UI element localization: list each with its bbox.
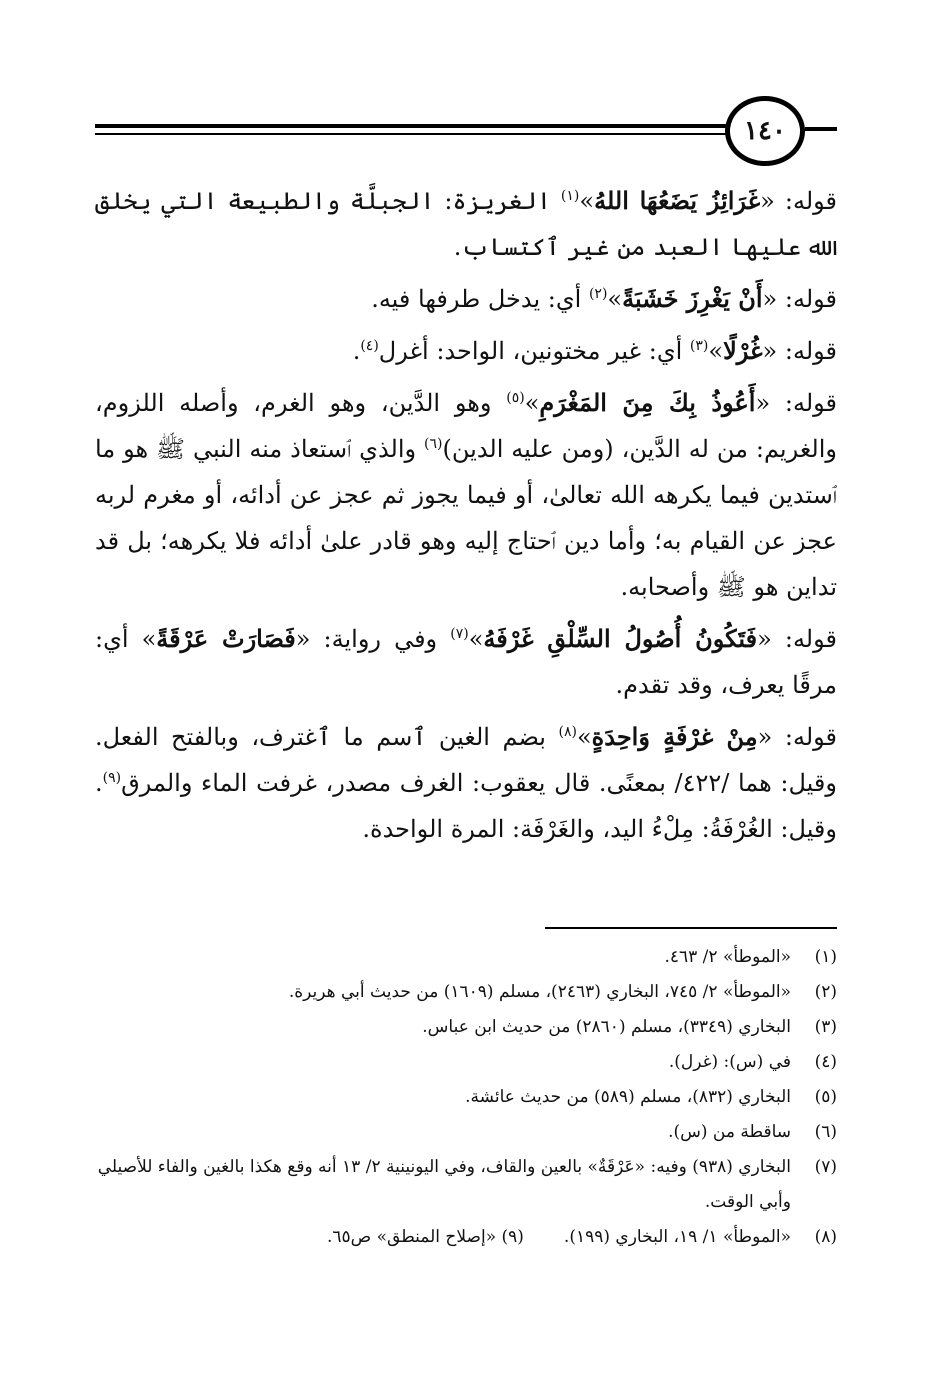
hadith-term: غُرْلًا [723,336,763,365]
quote-close: » [524,389,540,417]
footnote-number: (٤) [814,1052,837,1072]
paragraph [95,276,837,322]
footnote [95,1115,837,1150]
footnote-text: «الموطأ» ٢/ ٧٤٥، البخاري (٢٤٦٣)، مسلم (١٦٠٩) من حديث أبي هريرة. [288,982,791,1002]
hadith-term: فَتَكُونُ أُصُولُ السِّلْقِ غَرْفَهُ [483,624,758,653]
quote-close: » [576,723,592,751]
page-number-text: ١٤٠ [744,116,786,146]
footnote-text-part: «إصلاح المنطق» ص٦٥. [327,1227,497,1247]
footnote-text: البخاري (٨٣٢)، مسلم (٥٨٩) من حديث عائشة. [465,1087,791,1107]
page-number [725,96,805,166]
paragraph-lead: قوله: « [757,625,837,653]
footnote-text [95,1220,791,1255]
footnote-text: في (س): (غرل). [668,1052,791,1072]
paragraph-lead: قوله: « [760,187,837,215]
footnotes [95,940,837,1255]
quote-close: » [607,285,623,313]
paragraph-text: بضم الغين ٱسم ما ٱغترف، وبالفتح الفعل. وقيل: هما /٤٢٢/ بمعنًى. قال يعقوب: الغرف مصدر، غرفت الماء والمرق [95,723,837,797]
footnote-text: ساقطة من (س). [668,1122,791,1142]
footnote [95,975,837,1010]
footnote-number: (٦) [814,1122,837,1142]
paragraph [95,380,837,610]
hadith-term: غَرَائِزُ يَضَعُهَا اللهُ [594,186,761,215]
paragraph-text: » أي: مرقًا يعرف، وقد تقدم. [95,625,837,699]
paragraph-text: وفي رواية: « [295,625,451,653]
footnote-text: «الموطأ» ٢/ ٤٦٣. [664,947,791,967]
paragraph-lead: قوله: « [755,389,837,417]
hadith-term: أَنْ يَغْرِزَ خَشَبَةً [622,284,763,313]
hadith-term: مِنْ غرْفَةٍ وَاحِدَةٍ [591,722,758,751]
header-rule-thin [95,133,731,135]
footnote-number: (٥) [814,1087,837,1107]
footnote [95,940,837,975]
paragraph-lead: قوله: « [762,337,837,365]
paragraph [95,178,837,270]
footnote-text: البخاري (٩٣٨) وفيه: «عَرْقَةٌ» بالعين والقاف، وفي اليونينية ٢/ ١٣ أنه وقع هكذا بالغين والفاء للأصيلي وأبي الوقت. [97,1157,791,1212]
header-rule-right [805,127,837,131]
footnote-ref: (٤) [360,338,379,354]
footnote-ref: (٦) [424,436,443,452]
paragraph-lead: قوله: « [757,723,837,751]
paragraph-text: وهو الدَّين، وهو الغرم، وأصله اللزوم، والغريم: من له الدَّين، (ومن عليه الدين) [95,389,837,463]
footnote-separator [545,927,837,929]
footnote [95,1080,837,1115]
footnote-number: (٢) [814,982,837,1002]
footnote-ref: (٧) [450,626,469,642]
footnote-ref: (٩) [102,770,122,786]
hadith-term: أَعُوذُ بِكَ مِنَ المَغْرَمِ [539,388,756,417]
footnote-ref: (٢) [588,286,608,302]
footnote-text: البخاري (٣٣٤٩)، مسلم (٢٨٦٠) من حديث ابن عباس. [422,1017,791,1037]
paragraph-text: . [352,337,361,365]
header-rule-thick [95,124,731,128]
footnote-number: (١) [814,947,837,967]
footnote-number: (٩) [501,1227,524,1247]
paragraph [95,616,837,708]
quote-close: » [579,187,595,215]
footnote [95,1010,837,1045]
footnote-ref: (١) [560,188,580,204]
footnote-number: (٣) [814,1017,837,1037]
paragraph-text: أي: غير مختونين، الواحد: أغرل [378,337,690,365]
quote-close: » [468,625,484,653]
footnote-ref: (٣) [689,338,709,354]
paragraph-text: . وقيل: الغُرْفَةُ: مِلْءُ اليد، والغَرْفَة: المرة الواحدة. [95,769,837,843]
footnote-ref: (٨) [558,724,577,740]
footnote [95,1220,837,1255]
paragraph-text: أي: يدخل طرفها فيه. [371,285,589,313]
quote-close: » [708,337,724,365]
hadith-term: فَصَارَتْ عَرْقَةً [156,624,296,653]
paragraph-text: الغريزة: الجبلَّة والطبيعة التي يخلق الله عليها العبد من غير ٱكتساب. [95,187,837,261]
paragraph-text: والذي ٱستعاذ منه النبي ﷺ هو ما ٱستدين فيما يكرهه الله تعالىٰ، أو فيما يجوز ثم عجز عن أدائه، أو مغرم لربه عجز عن القيام به؛ وأما دين ٱحتاج إليه وهو قادر علىٰ أدائه فلا يكرهه؛ بل قد تداين هو ﷺ وأصحابه. [95,435,837,601]
paragraph [95,714,837,852]
body-text [95,178,837,858]
footnote [95,1045,837,1080]
paragraph [95,328,837,374]
footnote-ref: (٥) [506,390,525,406]
footnote-number: (٨) [814,1227,837,1247]
footnote-number: (٧) [814,1157,837,1177]
paragraph-lead: قوله: « [762,285,837,313]
footnote-text-part: «الموطأ» ١/ ١٩، البخاري (١٩٩). [563,1227,791,1247]
footnote [95,1150,837,1220]
